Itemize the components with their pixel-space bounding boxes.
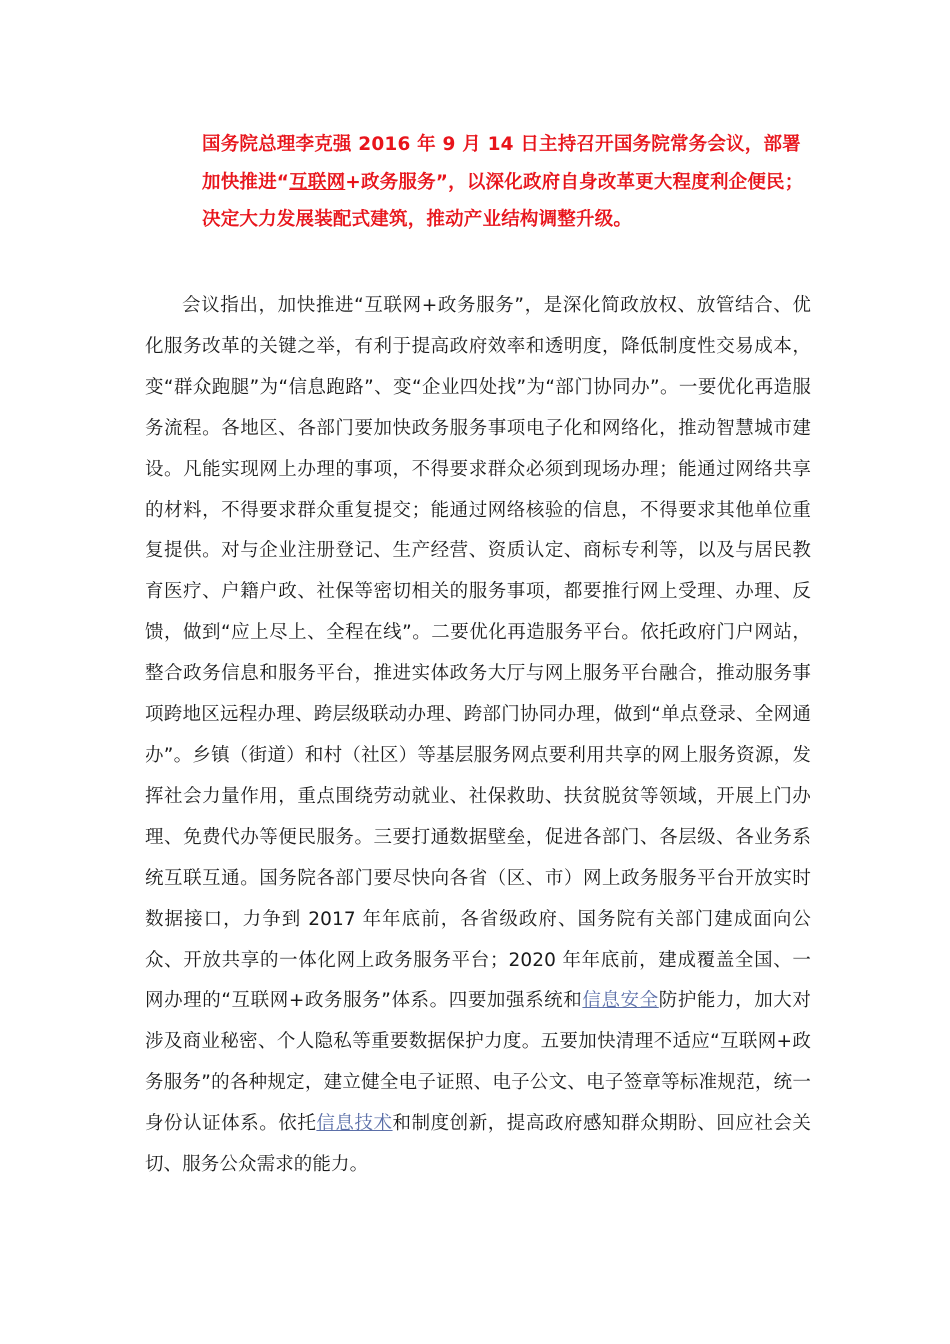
link-information-technology[interactable]: 信息技术 — [316, 1113, 393, 1135]
headline — [202, 126, 814, 239]
body-paragraph — [145, 286, 811, 1186]
body-text-part-1: 会议指出，加快推进“互联网+政务服务”，是深化简政放权、放管结合、优化服务改革的关键之举，有利于提高政府效率和透明度，降低制度性交易成本，变“群众跑腿”为“信息跑路”、变“企业四处找”为“部门协同办”。一要优化再造服务流程。各地区、各部门要加快政务服务事项电子化和网络化，推动智慧城市建设。凡能实现网上办理的事项，不得要求群众必须到现场办理；能通过网络共享的材料，不得要求群众重复提交；能通过网络核验的信息，不得要求其他单位重复提供。对与企业注册登记、生产经营、资质认定、商标专利等，以及与居民教育医疗、户籍户政、社保等密切相关的服务事项，都要推行网上受理、办理、反馈，做到“应上尽上、全程在线”。二要优化再造服务平台。依托政府门户网站，整合政务信息和服务平台，推进实体政务大厅与网上服务平台融合，推动服务事项跨地区远程办理、跨层级联动办理、跨部门协同办理，做到“单点登录、全网通办”。乡镇（街道）和村（社区）等基层服务网点要利用共享的网上服务资源，发挥社会力量作用，重点围绕劳动就业、社保救助、扶贫脱贫等领域，开展上门办理、免费代办等便民服务。三要打通数据壁垒，促进各部门、各层级、各业务系统互联互通。国务院各部门要尽快向各省（区、市）网上政务服务平台开放实时数据接口，力争到 2017 年年底前，各省级政府、国务院有关部门建成面向公众、开放共享的一体化网上政务服务平台；2020 年年底前，建成覆盖全国、一网办理的“互联网+政务服务”体系。四要加强系统和 — [145, 295, 811, 1012]
body-text-part-2: 防护能力，加大对涉及商业秘密、个人隐私等重要数据保护力度。五要加快清理不适应“互联网+政务服务”的各种规定，建立健全电子证照、电子公文、电子签章等标准规范，统一身份认证体系。依托 — [145, 990, 811, 1135]
headline-text-start: 国务院总理李克强 2016 年 9 月 14 日主持召开国务院常务会议，部署加快推进“ — [202, 134, 801, 193]
headline-text-end: +政务服务”，以深化政府自身改革更大程度利企便民；决定大力发展装配式建筑，推动产业结构调整升级。 — [202, 171, 804, 230]
headline-link-internet[interactable]: 互联网 — [289, 171, 346, 193]
link-information-security[interactable]: 信息安全 — [582, 990, 659, 1012]
body-text-part-3: 和制度创新，提高政府感知群众期盼、回应社会关切、服务公众需求的能力。 — [145, 1113, 812, 1176]
